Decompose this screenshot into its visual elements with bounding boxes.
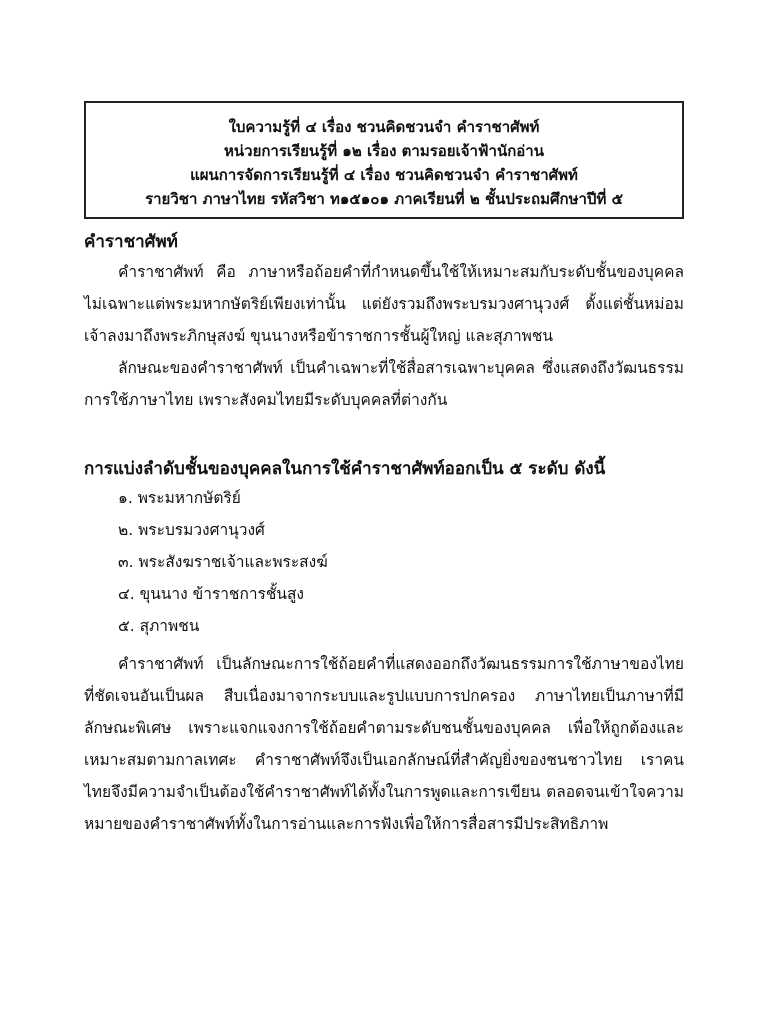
- list-item-number: ๔.: [118, 585, 135, 603]
- header-course-info: รายวิชา ภาษาไทย รหัสวิชา ท๑๕๑๐๑ ภาคเรียนที่ ๒ ชั้นประถมศึกษาปีที่ ๕: [145, 190, 623, 208]
- paragraph-importance-text: คำราชาศัพท์ เป็นลักษณะการใช้ถ้อยคำที่แสดงออกถึงวัฒนธรรมการใช้ภาษาของไทยที่ชัดเจนอันเป็นผล สืบเนื่องมาจากระบบและรูปแบบการปกครอง ภาษาไทยเป็นภาษาที่มีลักษณะพิเศษ เพราะแจกแจงการใช้ถ้อยคำตามระดับชนชั้นของบุคคล เพื่อให้ถูกต้องและเหมาะสมตามกาลเทศะ คำราชาศัพท์จึงเป็นเอกลักษณ์ที่สำคัญยิ่งของชนชาวไทย เราคนไทยจึงมีความจำเป็นต้องใช้คำราชาศัพท์ได้ทั้งในการพูดและการเขียน ตลอดจนเข้าใจความหมายของคำราชาศัพท์ทั้งในการอ่านและการฟังเพื่อให้การสื่อสารมีประสิทธิภาพ: [84, 655, 684, 833]
- list-item-text: สุภาพชน: [139, 617, 200, 635]
- paragraph-characteristics: [84, 352, 684, 416]
- list-item-text: พระสังฆราชเจ้าและพระสงฆ์: [138, 553, 328, 571]
- list-item-number: ๑.: [118, 489, 133, 507]
- list-item: [118, 546, 328, 578]
- paragraph-characteristics-text: ลักษณะของคำราชาศัพท์ เป็นคำเฉพาะที่ใช้สื่อสารเฉพาะบุคคล ซึ่งแสดงถึงวัฒนธรรมการใช้ภาษาไทย เพราะสังคมไทยมีระดับบุคคลที่ต่างกัน: [84, 359, 684, 409]
- list-item-number: ๓.: [118, 553, 134, 571]
- header-lesson-plan: แผนการจัดการเรียนรู้ที่ ๔ เรื่อง ชวนคิดชวนจำ คำราชาศัพท์: [190, 166, 578, 184]
- list-item-text: พระบรมวงศานุวงศ์: [138, 521, 265, 539]
- header-unit: หน่วยการเรียนรู้ที่ ๑๒ เรื่อง ตามรอยเจ้าฟ้านักอ่าน: [224, 142, 544, 160]
- list-item-number: ๒.: [118, 521, 134, 539]
- list-item-text: ขุนนาง ข้าราชการชั้นสูง: [139, 585, 305, 603]
- list-item: [118, 578, 328, 610]
- list-item: [118, 482, 328, 514]
- list-item-number: ๕.: [118, 617, 135, 635]
- header-title: ใบความรู้ที่ ๔ เรื่อง ชวนคิดชวนจำ คำราชาศัพท์: [228, 118, 540, 136]
- list-item: [118, 610, 328, 642]
- header-box: [84, 101, 684, 219]
- paragraph-definition: [84, 256, 684, 352]
- list-item-text: พระมหากษัตริย์: [137, 489, 241, 507]
- section-title-rachasap: คำราชาศัพท์: [84, 232, 178, 252]
- paragraph-importance: [84, 648, 684, 840]
- section-title-levels: การแบ่งลำดับชั้นของบุคคลในการใช้คำราชาศัพท์ออกเป็น ๕ ระดับ ดังนี้: [84, 459, 606, 479]
- paragraph-definition-text: คำราชาศัพท์ คือ ภาษาหรือถ้อยคำที่กำหนดขึ้นใช้ให้เหมาะสมกับระดับชั้นของบุคคล ไม่เฉพาะแต่พระมหากษัตริย์เพียงเท่านั้น แต่ยังรวมถึงพระบรมวงศานุวงศ์ ตั้งแต่ชั้นหม่อมเจ้าลงมาถึงพระภิกษุสงฆ์ ขุนนางหรือข้าราชการชั้นผู้ใหญ่ และสุภาพชน: [84, 263, 684, 345]
- levels-list: [118, 482, 328, 642]
- list-item: [118, 514, 328, 546]
